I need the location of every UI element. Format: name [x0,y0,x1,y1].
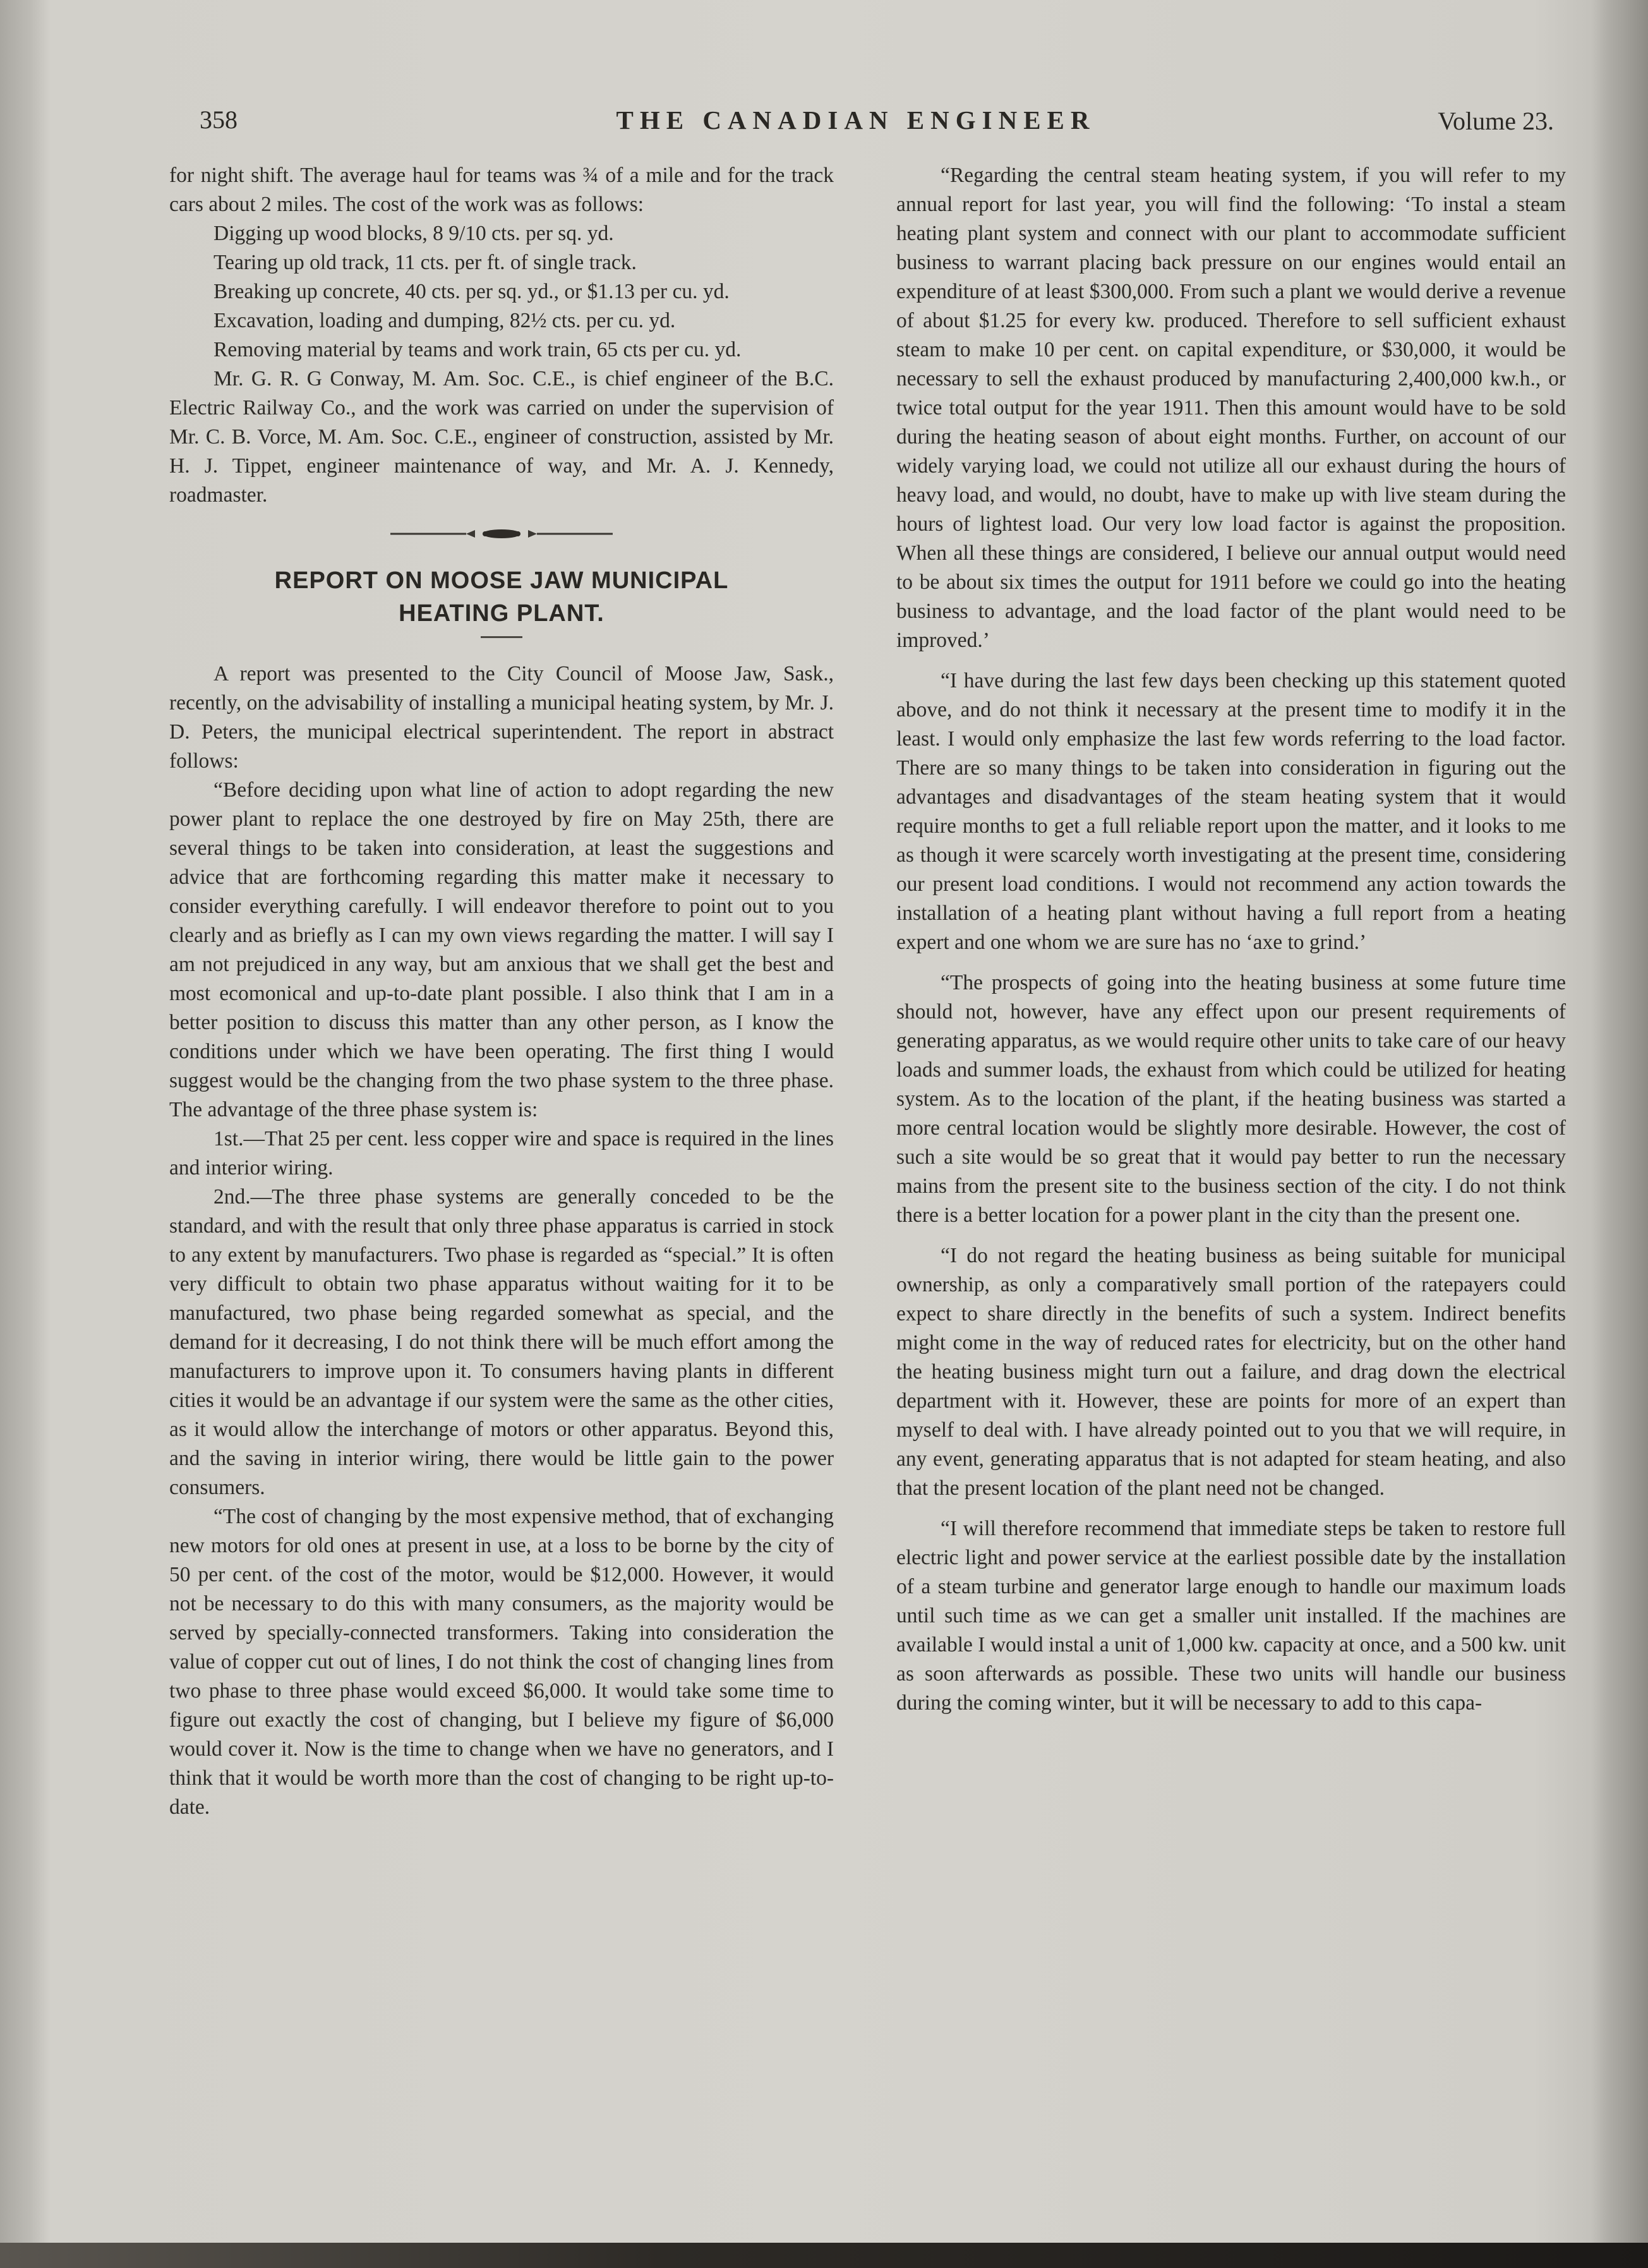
article-paragraph: “I have during the last few days been checking up this statement quoted above, and do not think it necessary at the present time to modify it in the least. I would only emphasize the last few words referring to the load factor. There are so many things to be taken into consideration in figuring out the advantages and disadvantages of the steam heating system that it would require months to get a full reliable report upon the matter, and it looks to me as though it were scarcely worth investigating at the present time, considering our present load conditions. I would not recommend any action towards the installation of a heating plant without having a full report from a heating expert and one whom we are sure has no ‘axe to grind.’ [896,669,1566,954]
volume-label: Volume 23. [1438,107,1554,135]
left-column [169,161,834,1822]
article-paragraph: “Regarding the central steam heating system, if you will refer to my annual report for last year, you will find the following: ‘To instal a steam heating plant system and connect with our plant to accommodate sufficient business to warrant placing back pressure on our engines would entail an expenditure of at least $300,000. From such a plant we would derive a revenue of about $1.25 for every kw. produced. Therefore to sell sufficient exhaust steam to make 10 per cent. on capital expenditure, or $30,000, it would be necessary to sell the exhaust produced by manufacturing 2,400,000 kw.h., or twice total output for the year 1911. Then this amount would have to be sold during the heating season of about eight months. Further, on account of our widely varying load, we could not utilize all our exhaust during the hours of heavy load, and would, no doubt, have to make up with live steam during the hours of lightest load. Our very low load factor is against the proposition. When all these things are considered, I believe our annual output would need to be about six times the output for 1911 before we could go into the heating business to advantage, and the load factor of the plant would need to be improved.’ [896,164,1566,652]
article-title [169,564,834,630]
closing-paragraph: Mr. G. R. G Conway, M. Am. Soc. C.E., is chief engineer of the B.C. Electric Railway Co., and the work was carried on under the supervision of Mr. C. B. Vorce, M. Am. Soc. C.E., engineer of construction, assisted by Mr. H. J. Tippet, engineer maintenance of way, and Mr. A. J. Kennedy, roadmaster. [169,367,834,507]
page-number: 358 [200,106,238,134]
article-paragraph: “I do not regard the heating business as being suitable for municipal ownership, as only a comparatively small portion of the ratepayers could expect to share directly in the benefits of such a system. Indirect benefits might come in the way of reduced rates for electricity, but on the other hand the heating business might turn out a failure, and drag down the electrical department with it. However, these are points for more of an expert than myself to deal with. I have already pointed out to you that we will require, in any event, generating apparatus that is not adapted for steam heating, and also that the present location of the plant need not be changed. [896,1244,1566,1500]
article-paragraph: A report was presented to the City Council of Moose Jaw, Sask., recently, on the advisability of installing a municipal heating system, by Mr. J. D. Peters, the municipal electrical superintendent. The report in abstract follows: [169,662,834,773]
title-underline [481,636,522,638]
right-column [896,161,1566,1718]
page-edge-shadow [1591,0,1648,2268]
intro-paragraph: for night shift. The average haul for teams was ¾ of a mile and for the track cars about 2 miles. The cost of the work was as follows: [169,164,834,216]
article-paragraph: “The prospects of going into the heating business at some future time should not, however, have any effect upon our present requirements of generating apparatus, as we would require other units to take care of our heavy loads and summer loads, the exhaust from which could be utilized for heating system. As to the location of the plant, if the heating business was started a more central location would be slightly more desirable. However, the cost of such a site would be so great that it would pay better to run the necessary mains from the present site to the business section of the city. I do not think there is a better location for a power plant in the city than the present one. [896,971,1566,1227]
article-paragraph: 2nd.—The three phase systems are generally conceded to be the standard, and with the result that only three phase apparatus is carried in stock to any extent by manufacturers. Two phase is regarded as “special.” It is often very difficult to obtain two phase apparatus without waiting for it to be manufactured, two phase being regarded somewhat as special, and the demand for it decreasing, I do not think there will be much effort among the manufacturers to improve upon it. To consumers having plants in different cities it would be an advantage if our system were the same as the other cities, as it would allow the interchange of motors or other apparatus. Beyond this, and the saving in interior wiring, there would be little gain to the power consumers. [169,1185,834,1499]
book-spine-shadow [0,0,51,2268]
cost-item: Breaking up concrete, 40 cts. per sq. yd., or $1.13 per cu. yd. [214,280,730,303]
section-divider-ornament [169,521,834,546]
article-paragraph: 1st.—That 25 per cent. less copper wire and space is required in the lines and interior wiring. [169,1127,834,1179]
article-paragraph: “The cost of changing by the most expensive method, that of exchanging new motors for old ones at present in use, at a loss to be borne by the city of 50 per cent. of the cost of the motor, would be $12,000. However, it would not be necessary to do this with many consumers, as the majority would be served by specially-connected transformers. Taking into consideration the value of copper cut out of lines, I do not think the cost of changing lines from two phase to three phase would exceed $6,000. It would take some time to figure out exactly the cost of changing, but I believe my figure of $6,000 would cover it. Now is the time to change when we have no generators, and I think that it would be worth more than the cost of changing to be right up-to-date. [169,1505,834,1819]
article-title-line: HEATING PLANT. [399,600,604,627]
cost-item: Digging up wood blocks, 8 9/10 cts. per sq. yd. [214,222,614,245]
cost-item: Tearing up old track, 11 cts. per ft. of single track. [214,251,637,274]
journal-title: THE CANADIAN ENGINEER [616,106,1096,135]
article-paragraph: “Before deciding upon what line of action to adopt regarding the new power plant to replace the one destroyed by fire on May 25th, there are several things to be taken into consideration, at least the suggestions and advice that are forthcoming regarding this matter make it necessary to consider everything carefully. I will endeavor therefore to point out to you clearly and as briefly as I can my own views regarding the matter. I will say I am not prejudiced in any way, but am anxious that we shall get the best and most ecomonical and up-to-date plant possible. I also think that I am in a better position to discuss this matter than any other person, as I know the conditions under which we have been operating. The first thing I would suggest would be the changing from the two phase system to the three phase. The advantage of the three phase system is: [169,778,834,1121]
article-paragraph: “I will therefore recommend that immediate steps be taken to restore full electric light and power service at the earliest possible date by the installation of a steam turbine and generator large enough to handle our maximum loads until such time as we can get a smaller unit installed. If the machines are available I would instal a unit of 1,000 kw. capacity at once, and a 500 kw. unit as soon afterwards as possible. These two units will handle our business during the coming winter, but it will be necessary to add to this capa- [896,1517,1566,1715]
cost-item: Excavation, loading and dumping, 82½ cts. per cu. yd. [214,309,676,332]
cost-item: Removing material by teams and work train, 65 cts per cu. yd. [214,338,742,361]
bottom-edge [0,2243,1648,2268]
article-title-line: REPORT ON MOOSE JAW MUNICIPAL [274,567,729,594]
ornament-rule [390,526,613,541]
running-header [158,101,1554,145]
